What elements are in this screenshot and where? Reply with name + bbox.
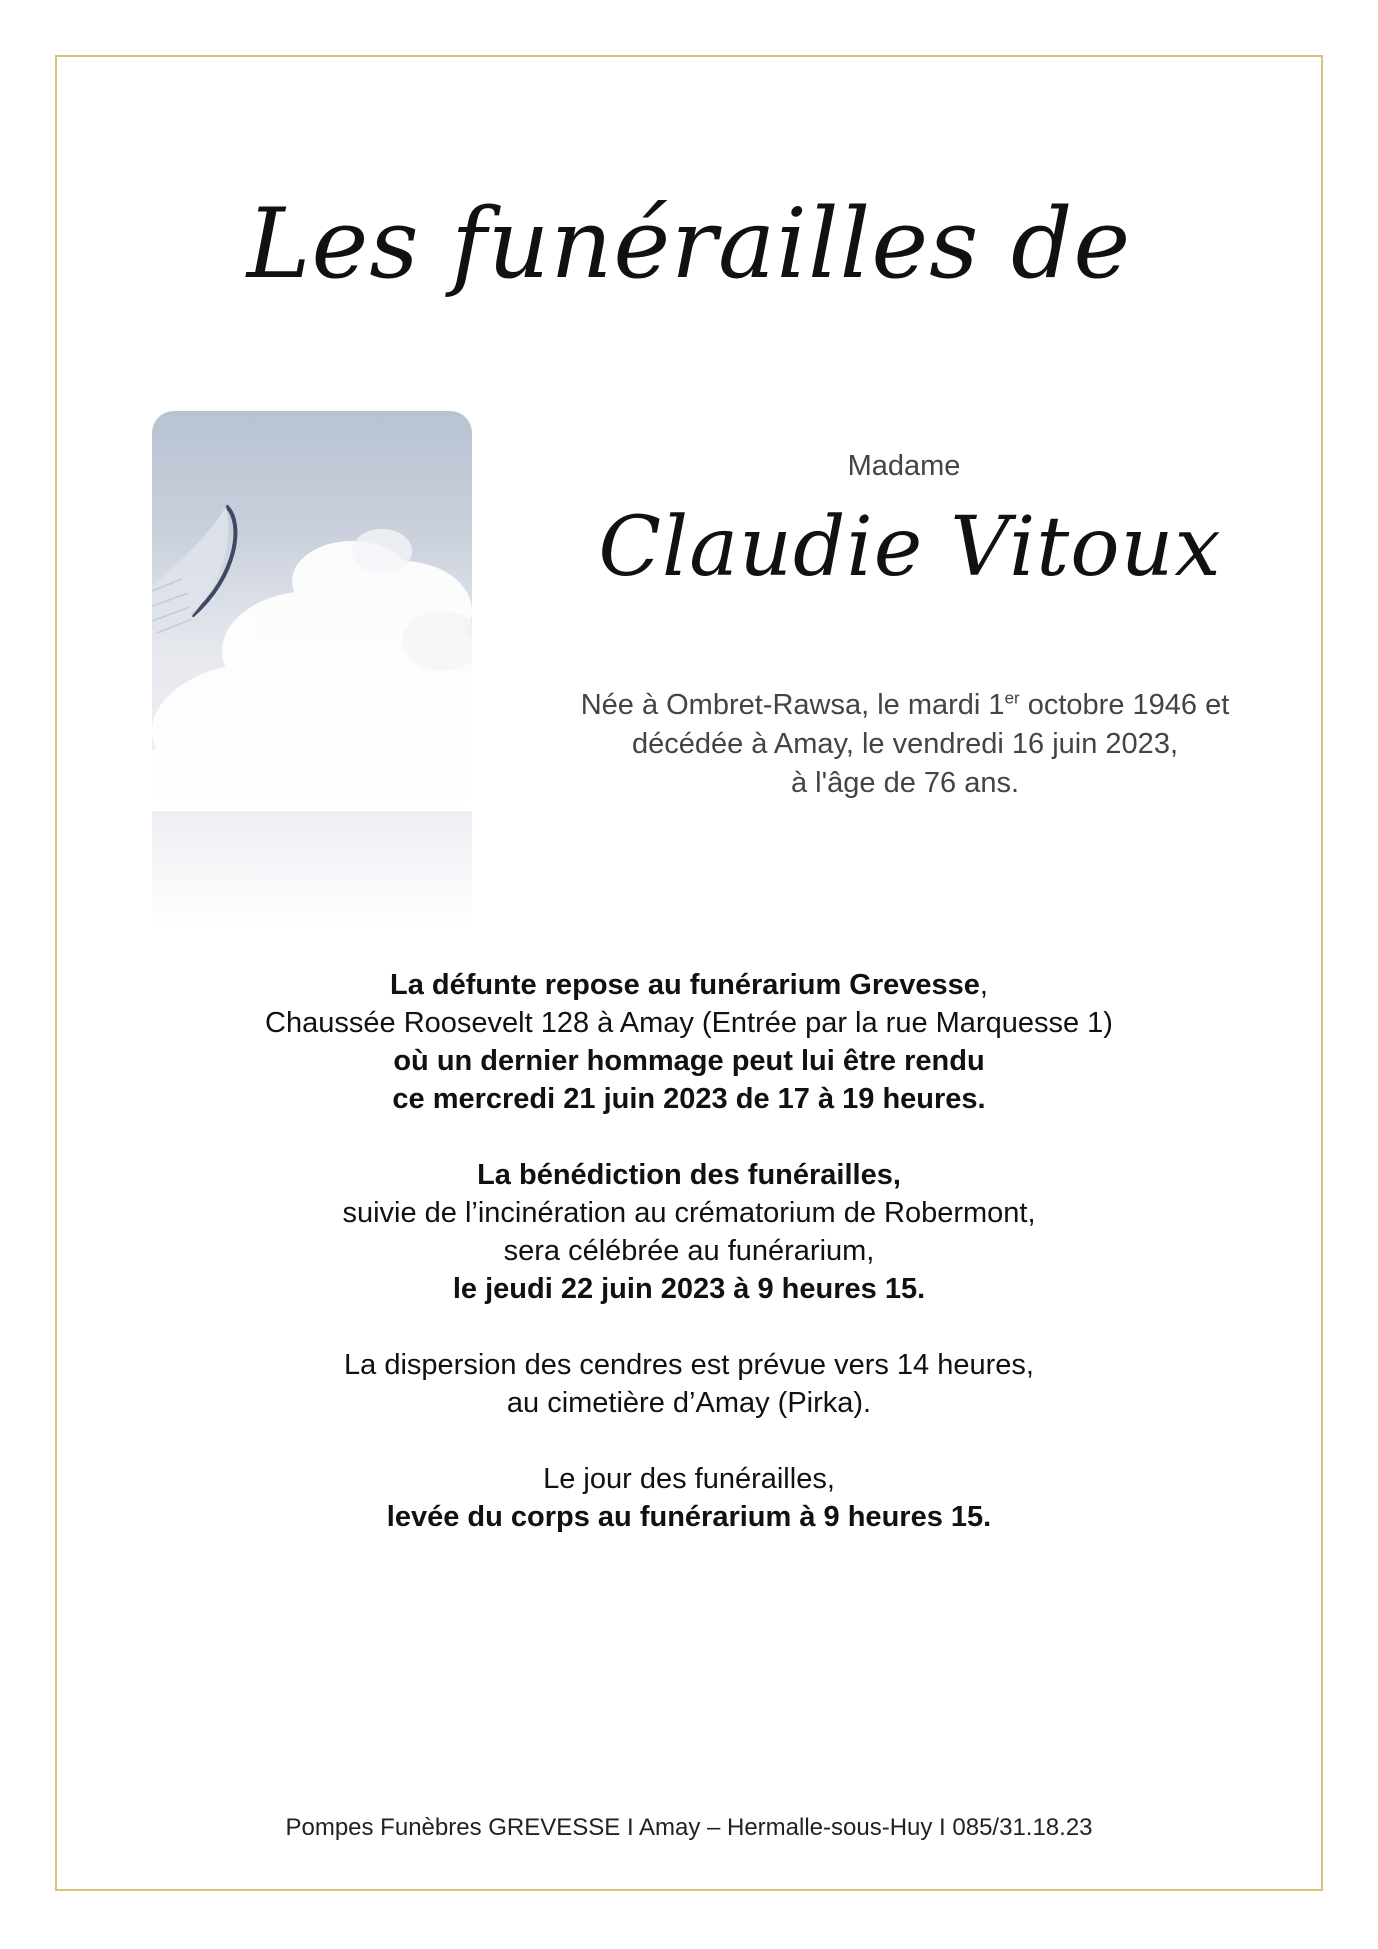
ceremony-line-4: le jeudi 22 juin 2023 à 9 heures 15. (452, 1273, 926, 1305)
levee-line-2: levée du corps au funérarium à 9 heures 15. (386, 1501, 992, 1533)
dispersion-paragraph (100, 1346, 1278, 1422)
rest-line-4: ce mercredi 21 juin 2023 de 17 à 19 heures. (392, 1083, 986, 1115)
rest-line-2: Chaussée Roosevelt 128 à Amay (Entrée par la rue Marquesse 1) (265, 1007, 1113, 1039)
rest-paragraph (100, 966, 1278, 1118)
funeral-details (100, 966, 1278, 1574)
ceremony-line-2: suivie de l’incinération au crématorium de Robermont, (342, 1197, 1036, 1229)
dates-line-1-b: octobre 1946 et (1019, 689, 1230, 721)
dispersion-line-2: au cimetière d’Amay (Pirka). (506, 1387, 872, 1419)
rest-line-3: où un dernier hommage peut lui être rendu (393, 1045, 985, 1077)
rest-line-1-tail: , (979, 969, 988, 1001)
dates-line-3: à l'âge de 76 ans. (790, 767, 1020, 799)
ceremony-line-1: La bénédiction des funérailles, (477, 1159, 901, 1191)
dates-line-1 (520, 686, 1290, 725)
photo-reflection (152, 811, 472, 931)
levee-line-1: Le jour des funérailles, (543, 1463, 835, 1495)
deceased-name: Claudie Vitoux (598, 500, 1222, 595)
birth-death-dates (520, 686, 1290, 803)
ceremony-line-3: sera célébrée au funérarium, (503, 1235, 875, 1267)
feather-cloud-image (152, 411, 472, 807)
dispersion-line-1: La dispersion des cendres est prévue vers 14 heures, (344, 1349, 1034, 1381)
dates-line-1-sup: er (1004, 688, 1020, 708)
dates-line-1-a: Née à Ombret-Rawsa, le mardi 1 (580, 689, 1005, 721)
memorial-photo (152, 411, 472, 931)
rest-line-1-bold: La défunte repose au funérarium Grevesse (390, 969, 980, 1001)
levee-paragraph (100, 1460, 1278, 1536)
page-title: Les funérailles de (246, 188, 1132, 300)
dates-line-2: décédée à Amay, le vendredi 16 juin 2023, (631, 728, 1178, 760)
salutation: Madame (847, 450, 961, 482)
ceremony-paragraph (100, 1156, 1278, 1308)
footer-contact: Pompes Funèbres GREVESSE I Amay – Hermalle-sous-Huy I 085/31.18.23 (285, 1814, 1093, 1841)
